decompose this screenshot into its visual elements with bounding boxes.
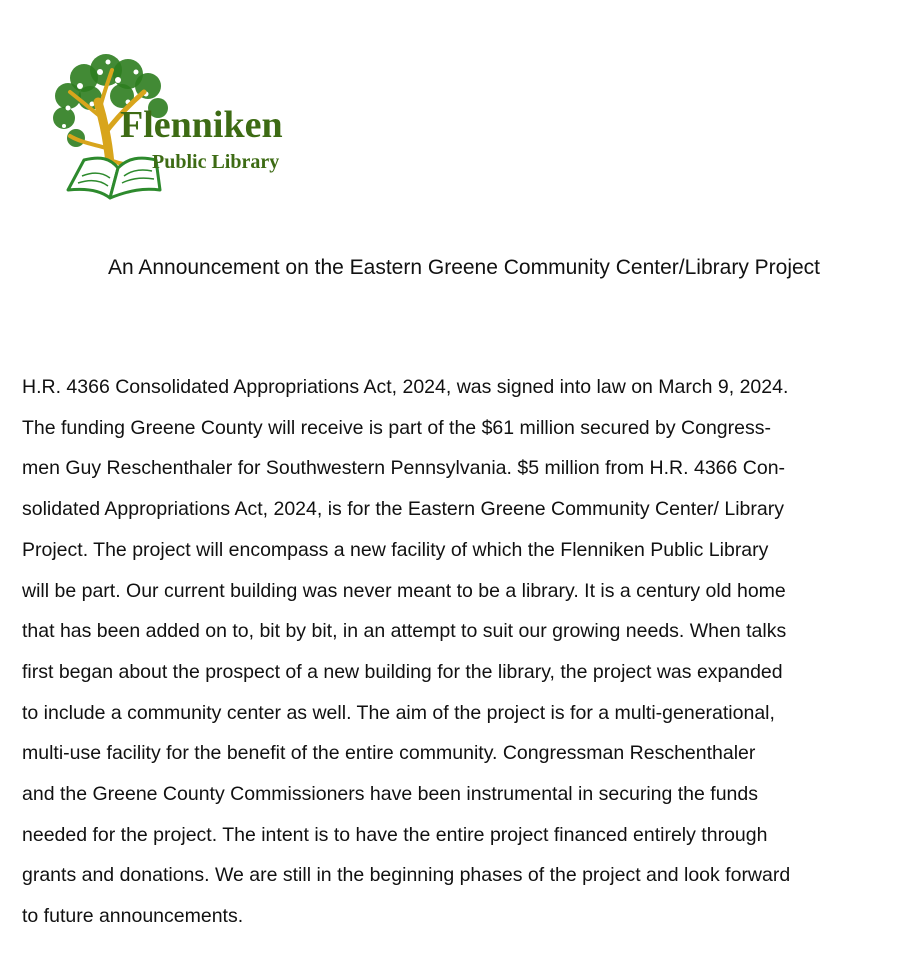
body-line: will be part. Our current building was never meant to be a library. It is a century old home (22, 579, 786, 602)
announcement-body (22, 367, 892, 937)
body-line: grants and donations. We are still in the beginning phases of the project and look forward (22, 864, 791, 887)
body-line: to future announcements. (22, 905, 244, 928)
announcement-heading: An Announcement on the Eastern Greene Community Center/Library Project (107, 256, 821, 279)
body-line: solidated Appropriations Act, 2024, is for the Eastern Greene Community Center/ Library (22, 498, 784, 521)
body-line: and the Greene County Commissioners have been instrumental in securing the funds (22, 783, 758, 806)
body-line: to include a community center as well. The aim of the project is for a multi-generational, (22, 701, 775, 724)
body-line: Project. The project will encompass a new facility of which the Flenniken Public Library (22, 538, 769, 561)
body-line: multi-use facility for the benefit of the entire community. Congressman Reschenthaler (22, 742, 756, 765)
body-line: that has been added on to, bit by bit, in an attempt to suit our growing needs. When talks (22, 620, 787, 643)
body-line: The funding Greene County will receive is part of the $61 million secured by Congress- (22, 416, 771, 439)
logo-title: Flenniken (120, 104, 283, 146)
library-logo (48, 52, 338, 204)
body-line: first began about the prospect of a new building for the library, the project was expanded (22, 660, 783, 683)
body-line: men Guy Reschenthaler for Southwestern Pennsylvania. $5 million from H.R. 4366 Con- (22, 457, 786, 480)
body-line: needed for the project. The intent is to have the entire project financed entirely through (22, 823, 768, 846)
logo-subtitle: Public Library (152, 151, 280, 173)
body-line: H.R. 4366 Consolidated Appropriations Act, 2024, was signed into law on March 9, 2024. (22, 376, 789, 398)
